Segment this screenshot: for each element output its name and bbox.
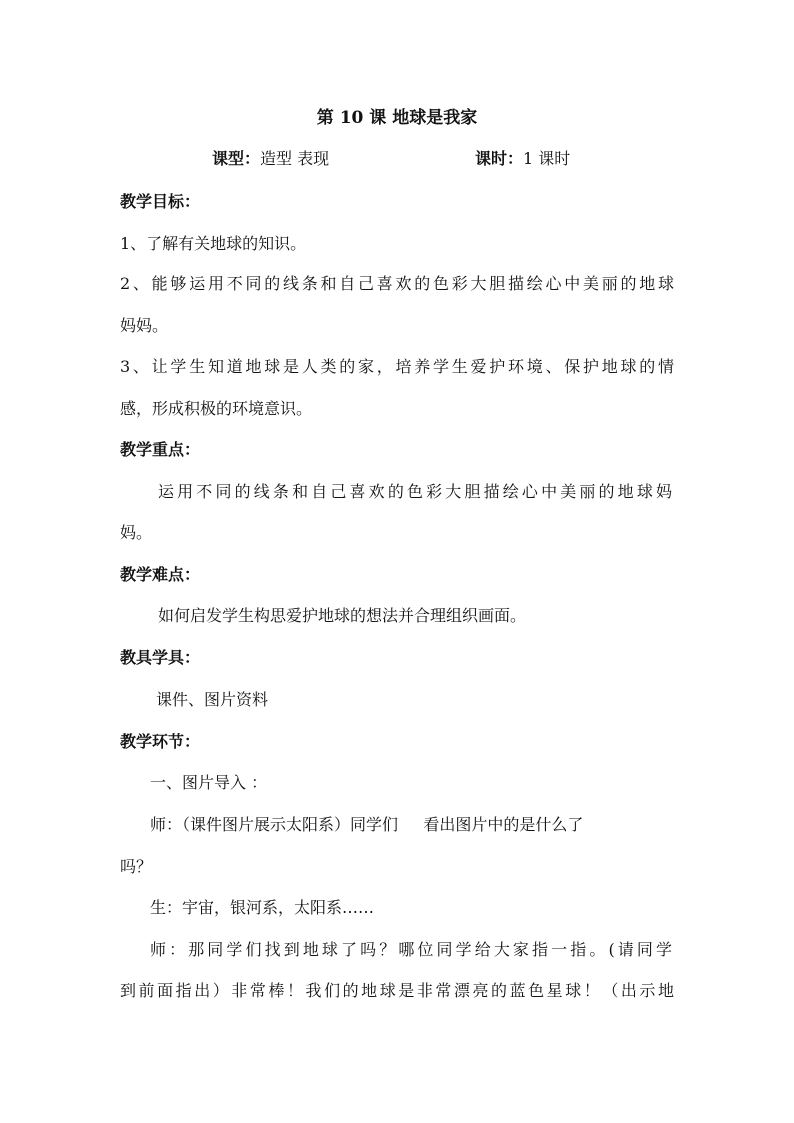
objective-item-1: 1、了解有关地球的知识。 bbox=[120, 234, 307, 253]
lesson-type-value: 造型 表现 bbox=[260, 149, 330, 168]
teacher-line-1-cont: 吗？ bbox=[120, 857, 153, 876]
process-heading: 教学环节： bbox=[120, 732, 201, 751]
key-points-line-2: 妈。 bbox=[120, 523, 153, 542]
difficulties-text: 如何启发学生构思爱护地球的想法并合理组织画面。 bbox=[158, 606, 527, 625]
objective-item-3-line-1: 3、让学生知道地球是人类的家，培养学生爱护环境、保护地球的情 bbox=[120, 357, 674, 376]
difficulties-heading: 教学难点： bbox=[120, 565, 201, 584]
lesson-hours-label: 课时： bbox=[475, 149, 524, 168]
process-step-1: 一、图片导入 ： bbox=[150, 773, 268, 792]
key-points-heading: 教学重点： bbox=[120, 440, 201, 459]
materials-heading: 教具学具： bbox=[120, 648, 201, 667]
objectives-heading: 教学目标： bbox=[120, 192, 201, 211]
document-title: 第 10 课 地球是我家 bbox=[316, 108, 478, 128]
teacher-line-2: 师：那同学们找到地球了吗？哪位同学给大家指一指。(请同学 bbox=[150, 940, 672, 959]
lesson-type bbox=[212, 149, 412, 169]
lesson-hours bbox=[475, 149, 675, 169]
materials-text: 课件、图片资料 bbox=[156, 690, 269, 709]
objective-item-2-line-2: 妈妈。 bbox=[120, 316, 169, 335]
teacher-line-1: 师：（课件图片展示太阳系）同学们 看出图片中的是什么了 bbox=[150, 815, 584, 834]
key-points-line-1: 运用不同的线条和自己喜欢的色彩大胆描绘心中美丽的地球妈 bbox=[158, 482, 672, 501]
teacher-line-2-cont: 到前面指出）非常棒！我们的地球是非常漂亮的蓝色星球！（出示地 bbox=[120, 981, 674, 1000]
lesson-hours-value: 1 课时 bbox=[523, 149, 571, 168]
objective-item-3-line-2: 感，形成积极的环境意识。 bbox=[120, 399, 313, 418]
lesson-type-label: 课型： bbox=[212, 149, 261, 168]
student-line-1: 生：宇宙，银河系，太阳系…… bbox=[150, 898, 375, 917]
objective-item-2-line-1: 2、能够运用不同的线条和自己喜欢的色彩大胆描绘心中美丽的地球 bbox=[120, 274, 674, 293]
